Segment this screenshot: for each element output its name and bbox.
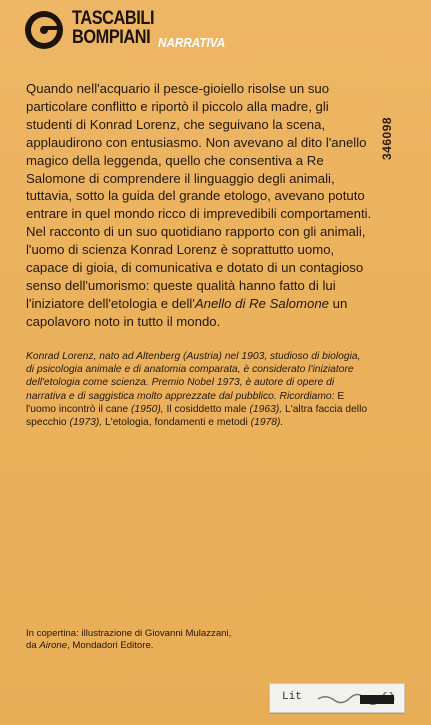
sticker-label: Lit [282,691,302,703]
brand-line-2: BOMPIANI [72,27,151,48]
bio-work-year: (1978). [250,417,284,429]
bio-intro: Konrad Lorenz, nato ad Altenberg (Austria) nel 1903, studioso di biologia, di psicologia animale e di anatomia comparata, è considerato l'iniziatore dell'etologia come scienza. Premio Nobel 1973, è autore di opere di narrativa e di saggistica molto apprezzate dal pubblico. Ricordiamo: [26,351,361,402]
blurb-text: Quando nell'acquario il pesce-gioiello risolse un suo particolare conflitto e riportò il piccolo alla madre, gli studenti di Konrad Lorenz, che seguivano la scena, applaudirono con entusiasmo. Non avevano al dito l'anello magico della leggenda, quello che consentiva a Re Salomone di comprendere il linguaggio degli animali, tuttavia, sotto la guida del grande etologo, avevano potuto entrare in quel mondo ricco di imprevedibili comportamenti. Nel racconto di un suo quotidiano rapporto con gli animali, l'uomo di scienza Konrad Lorenz è soprattutto uomo, capace di gioia, di comunicativa e dotato di un contagioso senso dell'umorismo: queste qualità hanno fatto di lui l'iniziatore dell'etologia e dell' [26,81,372,311]
blurb-text-end: un capolavoro noto in tutto il mondo. [26,295,348,329]
blurb-paragraph [26,80,376,331]
publisher-brand [72,9,154,47]
cover-credit [26,628,326,652]
blurb-book-title: Anello di Re Salomone [194,295,329,311]
bio-work-title: L'altra faccia dello specchio [26,403,368,429]
book-code: 346098 [380,116,394,160]
bio-work-year: (1973), [69,417,106,429]
bio-work-title: L'etologia, fondamenti e metodi [105,417,251,429]
credit-line-1: In copertina: illustrazione di Giovanni Mulazzani, [26,628,232,639]
bio-work-year: (1963), [249,403,285,415]
bompiani-logo-icon [24,10,64,50]
series-label: NARRATIVA [158,35,226,50]
redacted-scribble-icon [316,692,396,706]
library-sticker [269,683,405,713]
bio-work-title: Il cosiddetto male [166,403,250,415]
bio-work-year: (1950), [131,403,167,415]
author-bio [26,350,371,429]
credit-magazine-title: Airone [39,640,68,651]
bio-work-title: E l'uomo incontrò il cane [26,390,345,415]
brand-line-1: TASCABILI [72,8,155,29]
credit-line-2: da Airone, Mondadori Editore. [26,640,154,651]
